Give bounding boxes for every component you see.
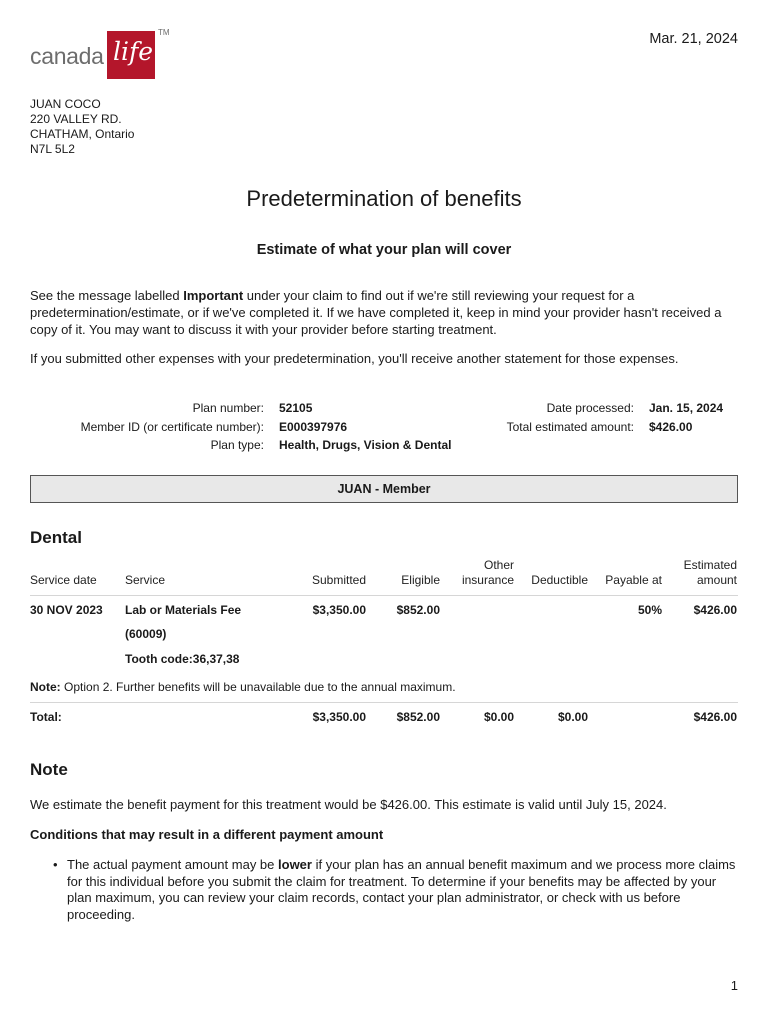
total-deductible: $0.00 (557, 710, 588, 724)
header-other-insurance (444, 558, 514, 588)
header-eligible: Eligible (401, 573, 440, 587)
address-street: 220 VALLEY RD. (30, 112, 122, 126)
header-estimated-line1: Estimated (683, 558, 737, 572)
dental-note-label: Note: (30, 680, 61, 694)
header-divider (30, 595, 738, 596)
header-estimated-line2: amount (696, 573, 737, 587)
header-submitted: Submitted (311, 573, 366, 587)
logo-trademark: TM (158, 28, 170, 37)
bullet-text-start: The actual payment amount may be (67, 857, 279, 872)
header-other-line2: insurance (461, 573, 514, 587)
address-postal: N7L 5L2 (30, 142, 75, 156)
row-payable-at: 50% (637, 603, 662, 617)
plan-type-value: Health, Drugs, Vision & Dental (279, 438, 452, 452)
intro-text-start: See the message labelled (30, 288, 184, 303)
dental-section-title: Dental (30, 528, 82, 547)
header-service-date: Service date (30, 573, 97, 587)
logo-box-word: life (113, 37, 154, 66)
total-eligible: $852.00 (396, 710, 440, 724)
total-estimated-value: $426.00 (649, 420, 693, 434)
header-payable-at: Payable at (605, 573, 662, 587)
total-label: Total: (30, 710, 62, 724)
other-expenses-paragraph: If you submitted other expenses with your predetermination, you'll receive another statement for those expenses. (30, 351, 679, 366)
intro-paragraph (30, 287, 738, 338)
estimate-statement: We estimate the benefit payment for this treatment would be $426.00. This estimate is valid until July 15, 2024. (30, 797, 667, 812)
logo-wordmark: canada (30, 43, 104, 69)
canada-life-logo (30, 30, 170, 82)
row-submitted: $3,350.00 (312, 603, 366, 617)
row-service-date: 30 NOV 2023 (30, 603, 103, 617)
row-eligible: $852.00 (396, 603, 440, 617)
header-other-line1: Other (483, 558, 514, 572)
plan-type-label: Plan type: (210, 438, 264, 452)
row-tooth-code: Tooth code:36,37,38 (125, 652, 240, 666)
bullet-text-end: if your plan has an annual benefit maximum and we process more claims for this individual before you submit the claim for treatment. To determine if your benefits may be affected by your plan maximum, you can review your claim records, contact your plan administrator, or check with us before proceeding. (67, 857, 736, 922)
dental-note (30, 680, 456, 694)
address-name: JUAN COCO (30, 97, 101, 111)
note-section-title: Note (30, 760, 68, 779)
member-id-label: Member ID (or certificate number): (80, 420, 264, 434)
total-estimated-label: Total estimated amount: (506, 420, 634, 434)
mailing-address (30, 97, 134, 157)
plan-number-label: Plan number: (192, 401, 264, 415)
bullet-marker: • (53, 857, 58, 872)
condition-bullet-text (67, 857, 739, 923)
total-estimated: $426.00 (693, 710, 737, 724)
intro-important: Important (183, 288, 244, 303)
row-service-name: Lab or Materials Fee (125, 603, 242, 617)
date-processed-value: Jan. 15, 2024 (649, 401, 724, 415)
total-submitted: $3,350.00 (312, 710, 366, 724)
intro-text-end: under your claim to find out if we're still reviewing your request for a predetermination/estimate, or if we've completed it. If we have completed it, keep in mind your provider hasn't received a copy of it. You may want to discuss it with your provider before starting treatment. (30, 288, 722, 337)
page-number: 1 (730, 978, 738, 993)
dental-note-text: Option 2. Further benefits will be unavailable due to the annual maximum. (60, 680, 456, 694)
row-estimated: $426.00 (693, 603, 737, 617)
statement-date: Mar. 21, 2024 (649, 31, 738, 47)
bullet-lower: lower (278, 857, 312, 872)
page-subtitle: Estimate of what your plan will cover (256, 242, 512, 258)
member-bar: JUAN - Member (30, 475, 738, 503)
logo-red-box (107, 31, 155, 79)
row-service-code: (60009) (125, 627, 167, 641)
header-service: Service (125, 573, 166, 587)
address-city: CHATHAM, Ontario (30, 127, 135, 141)
member-id-value: E000397976 (279, 420, 348, 434)
plan-number-value: 52105 (279, 401, 313, 415)
conditions-title: Conditions that may result in a different payment amount (30, 827, 384, 842)
header-deductible: Deductible (531, 573, 588, 587)
total-divider (30, 702, 738, 703)
total-other-insurance: $0.00 (483, 710, 514, 724)
page-title: Predetermination of benefits (246, 186, 522, 211)
date-processed-label: Date processed: (546, 401, 634, 415)
header-estimated-amount (666, 558, 737, 588)
